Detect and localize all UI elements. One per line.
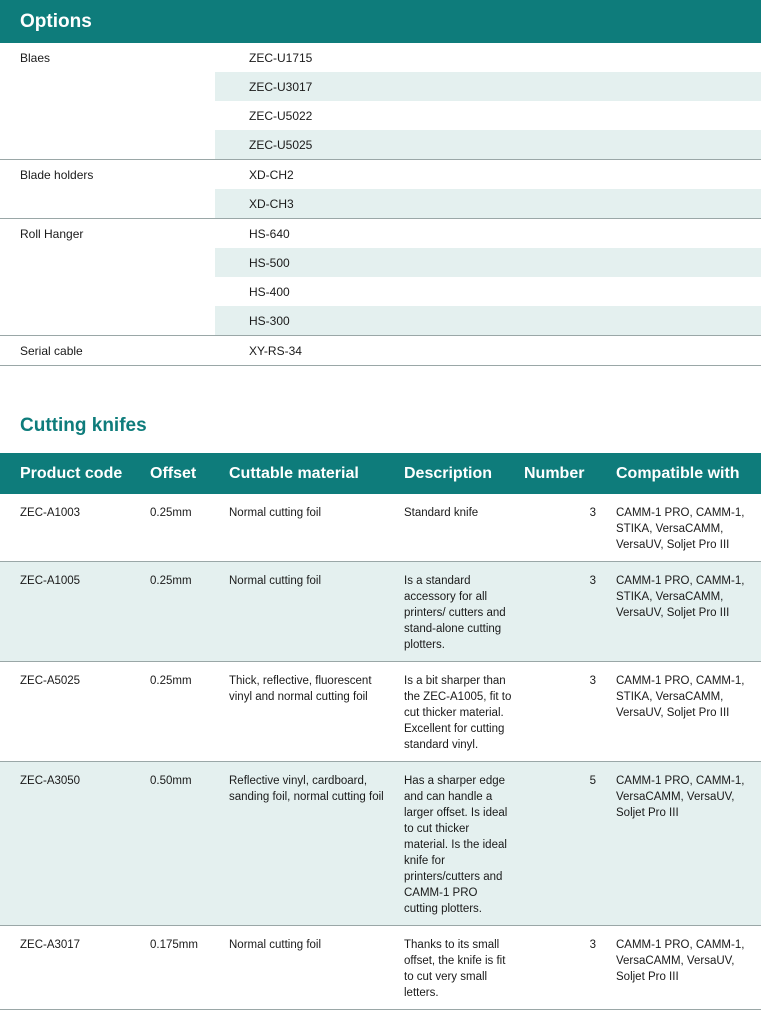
options-group-label: Roll Hanger [20,226,84,241]
header-compatible-with: Compatible with [610,453,761,494]
options-row [0,72,761,101]
cell-product-code: ZEC-A1005 [0,562,144,662]
options-product-code: HS-400 [249,284,290,299]
options-product-code: ZEC-U1715 [249,50,313,65]
cell-cuttable-material: Normal cutting foil [223,926,398,1010]
cell-compatible-with: CAMM-1 PRO, CAMM-1, VersaCAMM, VersaUV, Soljet Pro III [610,762,761,926]
cell-cuttable-material: Normal cutting foil [223,494,398,562]
options-row [0,101,761,130]
options-group [0,43,761,160]
options-product-code: ZEC-U3017 [215,72,761,101]
cell-description: Standard knife [398,494,518,562]
options-title: Options [0,0,761,43]
table-header-row [0,453,761,494]
cell-offset: 0.25mm [144,562,223,662]
options-product-code: ZEC-U5025 [215,130,761,159]
header-description: Description [398,453,518,494]
cell-number: 3 [518,926,610,1010]
options-product-code: HS-640 [249,226,290,241]
options-group [0,219,761,336]
cell-product-code: ZEC-A5025 [0,662,144,762]
header-offset: Offset [144,453,223,494]
cell-compatible-with: CAMM-1 PRO, CAMM-1, STIKA, VersaCAMM, VersaUV, Soljet Pro III [610,662,761,762]
cell-number: 5 [518,762,610,926]
header-product-code: Product code [0,453,144,494]
options-row [0,336,761,365]
options-row [0,130,761,159]
options-row [0,219,761,248]
header-cuttable-material: Cuttable material [223,453,398,494]
cell-description: Is a standard accessory for all printers/ cutters and stand-alone cutting plotters. [398,562,518,662]
cell-product-code: ZEC-A3017 [0,926,144,1010]
options-row [0,43,761,72]
cutting-knifes-table [0,453,761,1010]
cell-description: Has a sharper edge and can handle a larger offset. Is ideal to cut thicker material. Is the ideal knife for printers/cutters and CAMM-1 PRO cutting plotters. [398,762,518,926]
options-group [0,160,761,219]
options-row [0,189,761,218]
options-row [0,160,761,189]
options-product-code: XD-CH3 [215,189,761,218]
options-group-label: Serial cable [20,343,83,358]
options-product-code: XD-CH2 [249,167,294,182]
cell-number: 3 [518,662,610,762]
options-row [0,306,761,335]
cell-cuttable-material: Reflective vinyl, cardboard, sanding foil, normal cutting foil [223,762,398,926]
cell-compatible-with: CAMM-1 PRO, CAMM-1, STIKA, VersaCAMM, VersaUV, Soljet Pro III [610,562,761,662]
cell-product-code: ZEC-A1003 [0,494,144,562]
cell-compatible-with: CAMM-1 PRO, CAMM-1, STIKA, VersaCAMM, VersaUV, Soljet Pro III [610,494,761,562]
cell-cuttable-material: Thick, reflective, fluorescent vinyl and normal cutting foil [223,662,398,762]
options-group-label: Blaes [20,50,51,65]
options-list [0,43,761,366]
options-product-code: HS-500 [215,248,761,277]
cell-description: Thanks to its small offset, the knife is fit to cut very small letters. [398,926,518,1010]
header-number: Number [518,453,610,494]
cell-number: 3 [518,494,610,562]
cell-offset: 0.50mm [144,762,223,926]
table-row [0,662,761,762]
cell-offset: 0.175mm [144,926,223,1010]
options-group-label: Blade holders [20,167,94,182]
cell-offset: 0.25mm [144,494,223,562]
options-row [0,248,761,277]
options-row [0,277,761,306]
options-group [0,336,761,366]
table-row [0,762,761,926]
cell-offset: 0.25mm [144,662,223,762]
cell-description: Is a bit sharper than the ZEC-A1005, fit to cut thicker material. Excellent for cutting standard vinyl. [398,662,518,762]
cutting-knifes-title: Cutting knifes [20,415,147,436]
table-row [0,562,761,662]
options-product-code: ZEC-U5022 [249,108,313,123]
table-row [0,926,761,1010]
cell-cuttable-material: Normal cutting foil [223,562,398,662]
options-product-code: XY-RS-34 [249,343,302,358]
cell-number: 3 [518,562,610,662]
options-product-code: HS-300 [215,306,761,335]
table-row [0,494,761,562]
cell-product-code: ZEC-A3050 [0,762,144,926]
cell-compatible-with: CAMM-1 PRO, CAMM-1, VersaCAMM, VersaUV, Soljet Pro III [610,926,761,1010]
